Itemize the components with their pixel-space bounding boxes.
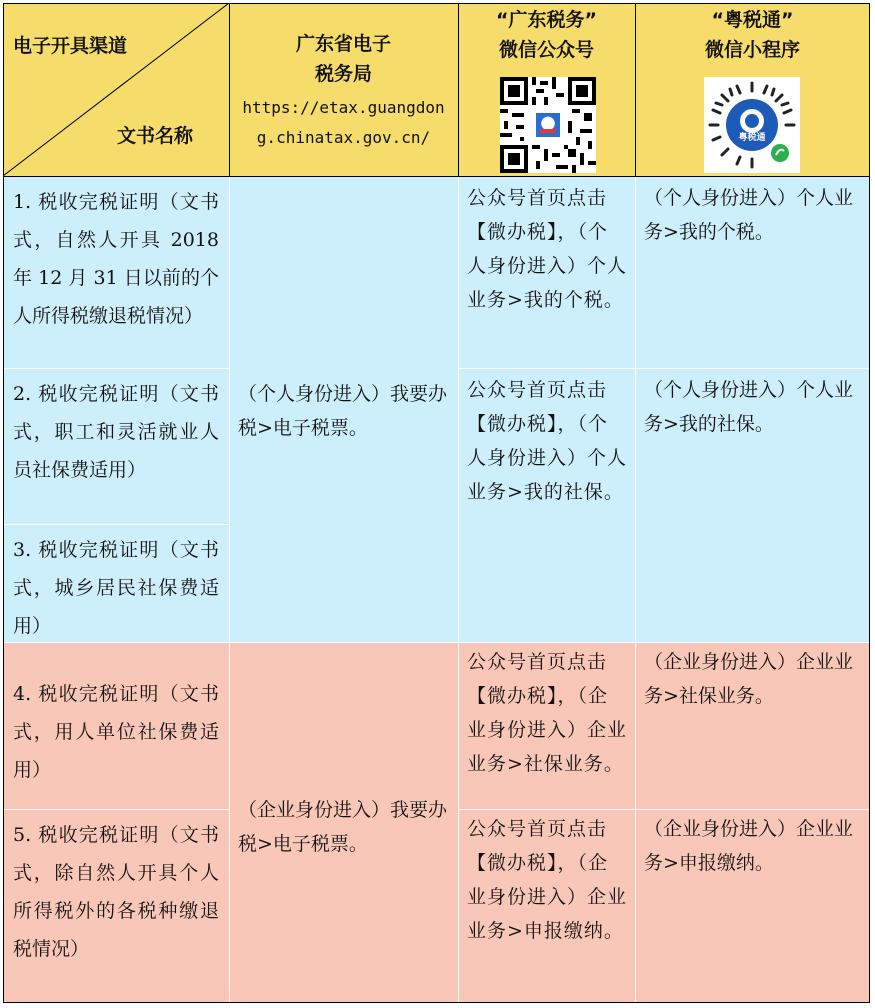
etax-title-line2: 税务局 [314,63,372,85]
row2-mini-cell [636,369,870,642]
row5-doc-cell [3,810,229,1003]
table-border-right [869,3,870,1003]
header-col-border [458,3,459,177]
row5-mini-cell [636,810,870,1003]
table-border-top [3,3,870,4]
row1-wechat-cell [459,177,635,368]
row4-mini-cell [636,643,870,809]
row-separator [459,368,870,369]
row2-wechat-cell [459,369,635,642]
row5-mini-text: （企业身份进入）企业业务>申报缴纳。 [644,818,854,874]
etax-enterprise-cell [230,643,458,1003]
row3-doc-text: 3. 税收完税证明（文书式，城乡居民社保费适用） [13,539,219,637]
col-separator [229,177,230,1003]
row2-doc-cell [3,369,229,524]
row1-doc-text: 1. 税收完税证明（文书式，自然人开具 2018 年 12 月 31 日以前的个人所得税缴退税情况） [13,191,219,327]
row4-doc-cell [3,643,229,809]
etax-personal-text: （个人身份进入）我要办税>电子税票。 [238,383,448,439]
table-border-bottom [3,1002,870,1003]
mini-title-line2: 微信小程序 [704,39,800,61]
col-separator [635,177,636,1003]
row2-doc-text: 2. 税收完税证明（文书式，职工和灵活就业人员社保费适用） [13,383,219,481]
etax-title-line1: 广东省电子 [295,33,391,55]
header-col-border [229,3,230,177]
row1-wechat-text: 公众号首页点击【微办税】，（个人身份进入）个人业务>我的个税。 [467,187,628,311]
row4-wechat-cell [459,643,635,809]
etax-url-link[interactable]: https://etax.guangdong.chinatax.gov.cn/ [242,98,445,147]
row-separator [3,809,229,810]
corner-diagonal [3,3,229,176]
header-corner-cell [3,3,229,176]
row1-mini-text: （个人身份进入）个人业务>我的个税。 [644,187,854,243]
section-separator [3,642,870,643]
corner-top-label: 电子开具渠道 [13,35,128,57]
wechat-title-line1: “广东税务” [496,9,597,31]
row5-wechat-cell [459,810,635,1003]
etax-personal-cell [230,177,458,642]
row2-mini-text: （个人身份进入）个人业务>我的社保。 [644,379,854,435]
row5-doc-text: 5. 税收完税证明（文书式，除自然人开具个人所得税外的各税种缴退税情况） [13,824,219,960]
header-border-bottom [3,176,870,177]
wechat-qr-code-icon [500,77,596,177]
header-etax-cell [229,3,458,176]
row4-wechat-text: 公众号首页点击【微办税】，（企业身份进入）企业业务>社保业务。 [467,651,628,775]
mini-title-line1: “粤税通” [711,9,794,31]
table-border-left [3,3,4,1003]
header-wechat-cell [458,3,635,176]
row2-wechat-text: 公众号首页点击【微办税】，（个人身份进入）个人业务>我的社保。 [467,379,628,503]
header-miniprogram-cell [635,3,870,176]
row-separator [3,368,229,369]
row1-doc-cell [3,177,229,368]
row1-mini-cell [636,177,870,368]
tax-channel-table [3,3,870,1003]
miniprogram-code-icon [704,77,800,173]
etax-enterprise-text: （企业身份进入）我要办税>电子税票。 [238,799,448,855]
wechat-title-line2: 微信公众号 [498,39,594,61]
miniprogram-logo-text: 粤税通 [738,133,766,143]
row-separator [459,809,870,810]
row3-doc-cell [3,525,229,642]
header-col-border [635,3,636,177]
row-separator [3,524,229,525]
row4-doc-text: 4. 税收完税证明（文书式，用人单位社保费适用） [13,683,219,781]
row5-wechat-text: 公众号首页点击【微办税】，（企业身份进入）企业业务>申报缴纳。 [467,818,628,942]
row4-mini-text: （企业身份进入）企业业务>社保业务。 [644,651,854,707]
col-separator [458,177,459,1003]
corner-bottom-label: 文书名称 [117,125,194,147]
